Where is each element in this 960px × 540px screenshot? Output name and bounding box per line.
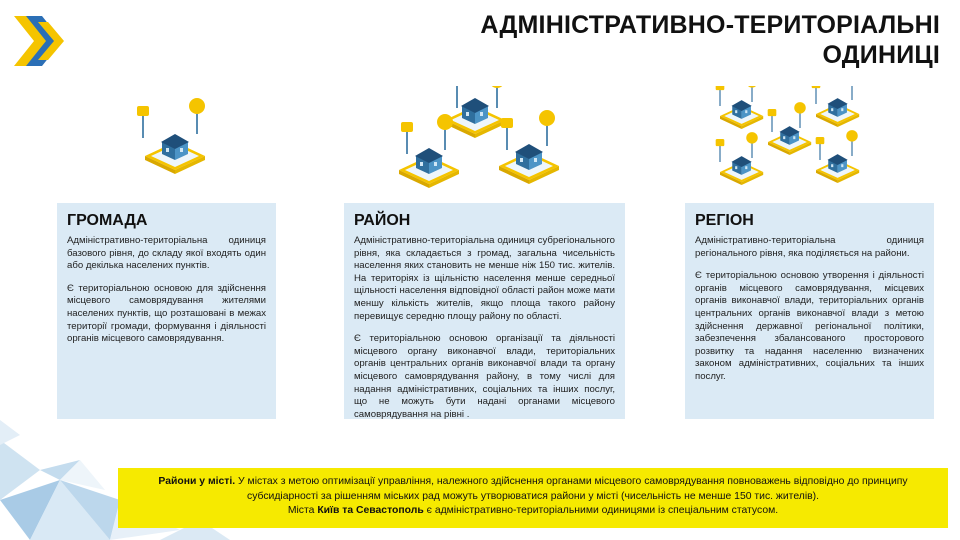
card-region-definition: Адміністративно-територіальна одиниця регіонального рівня, яка поділяється на райони. [695,235,924,259]
card-region [685,203,934,419]
notice-cities: Київ та Севастополь [317,505,424,517]
notice-line2-post: є адміністративно-територіальними одиницями із спеціальним статусом. [423,505,779,517]
card-raion-definition: Адміністративно-територіальна одиниця субрегіонального рівня, яка складається з громад, загальна чисельність населення яких становить не менше ніж 150 тис. жителів. На територіях із щільністю населення менше середньої щільності населення відповідної області район може мати меншу кількість жителів, якщо площа такого району перевищує середню площу району по області. [354,235,615,322]
card-region-role: Є територіальною основою утворення і діяльності органів місцевого самоврядування, місцевих органів виконавчої влади, територіальних органів центральних органів виконавчої влади з метою здійснення державної регіональної політики, забезпечення збалансованого просторового розвитку та надання населенню визначених законом адміністративних, соціальних та інших послуг. [695,270,924,382]
notice-lead: Райони у місті. [158,476,236,487]
notice-line-2 [128,504,938,519]
card-hromada-definition: Адміністративно-територіальна одиниця базового рівня, до складу якої входять один або декілька населених пунктів. [67,235,266,272]
page-title [380,10,940,70]
card-raion-heading: РАЙОН [354,212,411,229]
card-hromada [57,203,276,419]
card-raion [344,203,625,419]
city-districts-notice [118,468,948,528]
card-region-heading: РЕГІОН [695,212,754,229]
notice-line2-pre: Міста [287,505,318,517]
notice-text: У містах з метою оптимізації управління, належного здійснення органами місцевого самоврядування повноважень відповідно до принципу субсидіарності за рішенням міських рад можуть утворюватися райони у місті (чисельність не менше 150 тис. жителів). [235,476,908,502]
card-hromada-role: Є територіальною основою для здійснення місцевого самоврядування жителями населених пунктів, що розташовані в межах території громади, формування і діяльності органів місцевого самоврядування. [67,282,266,345]
page-title-line-1: АДМІНІСТРАТИВНО-ТЕРИТОРІАЛЬНІ [480,11,940,39]
region-illustration [712,86,862,190]
page-title-line-2: ОДИНИЦІ [822,41,940,69]
logo-chevrons-icon [12,12,68,70]
raion-illustration [395,86,565,190]
card-raion-role: Є територіальною основою організації та діяльності місцевого органу виконавчої влади, територіальних органів центральних органів виконавчої влади та органу місцевого самоврядування району, в тому числі для надання адміністративних, соціальних та інших послуг, що не можуть бути надані органами місцевого самоврядування на рівні . [354,333,615,420]
notice-line-1 [128,475,938,504]
card-hromada-heading: ГРОМАДА [67,212,148,229]
hromada-illustration [125,98,225,178]
